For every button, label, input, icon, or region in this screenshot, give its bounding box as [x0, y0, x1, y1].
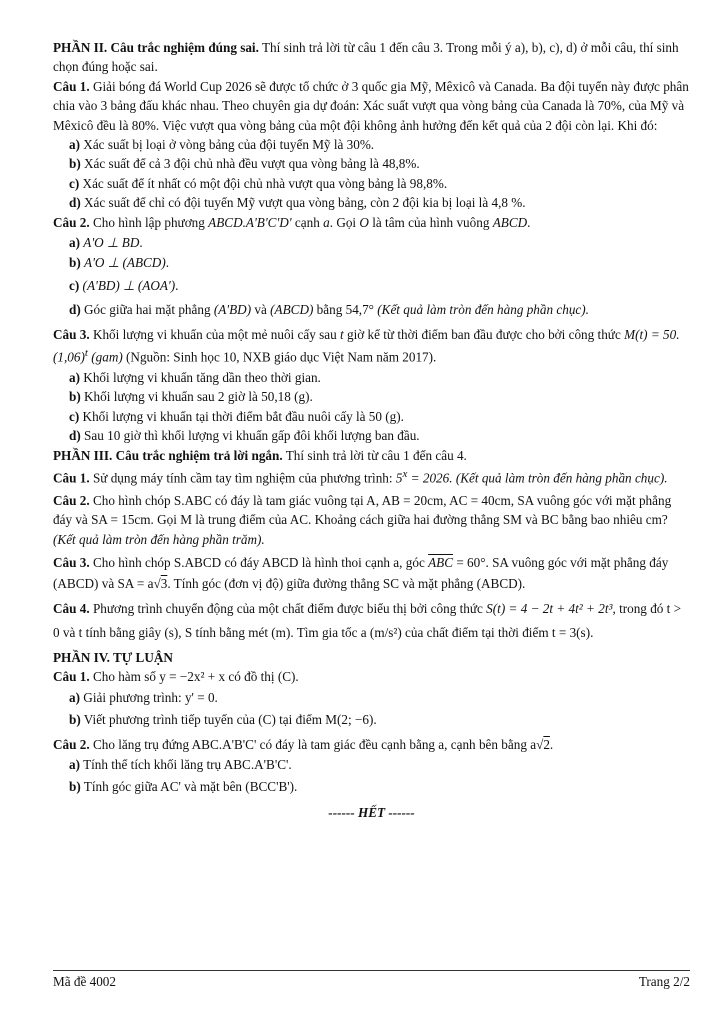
question-text: Cho lăng trụ đứng ABC.A'B'C' có đáy là tam giác đều cạnh bằng a, cạnh bên bằng a: [89, 736, 537, 752]
question-text: Cho hình chóp S.ABCD có đáy ABCD là hình thoi cạnh a, góc: [89, 554, 429, 570]
option-a: [53, 368, 690, 387]
question-text: , trong đó t > 0 và t tính bằng giây (s), S tính bằng mét (m). Tìm gia tốc a (m/s²) của chất điểm tại thời điểm t = 3(s).: [53, 600, 682, 640]
option-b: [53, 710, 690, 729]
option-text: A'O ⊥ (ABCD): [84, 255, 166, 271]
option-label: c): [69, 277, 80, 293]
option-text: Xác suất để chỉ có đội tuyển Mỹ vượt qua vòng bảng, còn 2 đội kia bị loại là 4,8 %.: [84, 195, 526, 211]
option-c: c) (A'BD) ⊥ (AOA').: [69, 277, 179, 293]
option-b: b) A'O ⊥ (ABCD).: [69, 255, 170, 271]
part2-q1: [53, 77, 690, 135]
option-b: [53, 777, 690, 796]
part3-q2: [53, 491, 690, 549]
math-expr: $\overline{ABC}$: [428, 554, 454, 570]
question-text: . Tính góc (đơn vị độ) giữa đường thẳng SC và mặt phẳng (ABCD).: [167, 575, 526, 591]
math-expr: a: [323, 214, 330, 230]
option-text: (A'BD) ⊥ (AOA'): [82, 277, 176, 293]
option-label: a): [69, 137, 80, 153]
option-text: Xác suất để cả 3 đội chủ nhà đều vượt qua vòng bảng là 48,8%.: [84, 156, 420, 172]
option-d: [53, 300, 690, 319]
option-label: a): [69, 689, 80, 705]
option-text: Xác suất bị loại ở vòng bảng của đội tuyển Mỹ là 30%.: [83, 137, 375, 153]
option-a: a) A'O ⊥ BD.: [69, 235, 143, 251]
question-text: Cho hàm số y = −2x² + x có đồ thị (C).: [89, 669, 299, 685]
option-b: [53, 387, 690, 406]
math-expr: (A'BD): [213, 302, 252, 318]
option-d: [53, 193, 690, 212]
option-d: [53, 426, 690, 445]
option-text: Tính thể tích khối lăng trụ ABC.A'B'C'.: [83, 756, 292, 772]
math-expr: (ABCD): [270, 302, 314, 318]
question-label: Câu 2.: [53, 736, 90, 752]
option-text: Góc giữa hai mặt phẳng: [84, 302, 214, 318]
end-marker: ------ HẾT ------: [328, 804, 415, 820]
exam-code: Mã đề 4002: [53, 974, 116, 989]
option-text: Khối lượng vi khuẩn tăng dần theo thời gian.: [83, 369, 321, 385]
option-label: b): [69, 779, 81, 795]
option-text: A'O ⊥ BD: [83, 235, 140, 251]
question-label: Câu 1.: [53, 78, 90, 94]
question-text: Giải bóng đá World Cup 2026 sẽ được tổ chức ở 3 quốc gia Mỹ, Mêxicô và Canada. Ba đội tuyển này được phân chia vào 3 bảng đấu khác nhau. Theo chuyên gia dự đoán: Xác suất vượt qua vòng bảng của Canada là 70%, của Mỹ và Mêxicô đều là 80%. Việc vượt qua vòng bảng của một đội không ảnh hưởng đến kết quả của 2 đội còn lại. Khi đó:: [53, 78, 689, 133]
option-a: [53, 755, 690, 774]
math-expr: = 2026: [407, 470, 450, 486]
sqrt-icon: √: [536, 736, 544, 752]
option-label: d): [69, 195, 81, 211]
question-label: Câu 3.: [53, 326, 90, 342]
option-label: b): [69, 712, 81, 728]
question-label: Câu 1.: [53, 669, 90, 685]
option-text: Viết phương trình tiếp tuyến của (C) tại điểm M(2; −6).: [83, 712, 377, 728]
question-text: giờ kể từ thời điểm ban đầu được cho bởi công thức: [343, 326, 621, 342]
part3-q4: [53, 597, 690, 645]
option-label: d): [69, 302, 81, 318]
question-label: Câu 2.: [53, 214, 90, 230]
page-number: Trang 2/2: [638, 974, 690, 989]
question-text: Cho hình chóp S.ABC có đáy là tam giác vuông tại A, AB = 20cm, AC = 40cm, SA vuông góc với mặt phẳng đáy và SA = 15cm. Gọi M là trung điểm của AC. Khoảng cách giữa hai đường thẳng SM và BC bằng bao nhiêu cm?: [53, 492, 672, 528]
question-text: Sử dụng máy tính cầm tay tìm nghiệm của phương trình:: [89, 470, 396, 486]
math-expr: O: [359, 214, 369, 230]
rounding-note: . (Kết quả làm tròn đến hàng phần chục).: [449, 470, 668, 486]
option-label: d): [69, 428, 81, 444]
formula-exponent: x: [402, 467, 408, 480]
question-label: Câu 2.: [53, 492, 90, 508]
part3-title: PHẦN III. Câu trắc nghiệm trả lời ngắn.: [53, 447, 283, 463]
rounding-note: (Kết quả làm tròn đến hàng phần chục).: [373, 302, 589, 318]
sqrt-icon: √: [153, 575, 161, 591]
question-text: Khối lượng vi khuẩn của một mẻ nuôi cấy sau: [89, 326, 340, 342]
formula: S(t) = 4 − 2t + 4t² + 2t³: [486, 600, 613, 616]
formula: M(t) = 50.(1,06): [53, 326, 680, 365]
rounding-note: (Kết quả làm tròn đến hàng phần trăm).: [53, 531, 265, 547]
part3-instructions: Thí sinh trả lời từ câu 1 đến câu 4.: [282, 447, 467, 463]
option-label: c): [69, 175, 80, 191]
part3-q1: [53, 465, 690, 488]
math-expr: 3: [160, 575, 168, 591]
part4-q1: [53, 667, 690, 686]
part2-q2: Câu 2. Cho hình lập phương ABCD.A'B'C'D' cạnh a. Gọi O là tâm của hình vuông ABCD.: [53, 214, 531, 230]
option-label: a): [69, 369, 80, 385]
question-text: cạnh: [291, 214, 324, 230]
option-label: b): [69, 156, 81, 172]
option-text: Giải phương trình: y' = 0.: [83, 689, 218, 705]
option-text: Tính góc giữa AC' và mặt bên (BCC'B').: [83, 779, 298, 795]
math-expr: 5: [395, 470, 403, 486]
option-text: Xác suất để ít nhất có một đội chủ nhà vượt qua vòng bảng là 98,8%.: [82, 175, 448, 191]
option-a: [53, 688, 690, 707]
footer-divider: [53, 970, 690, 971]
option-label: b): [69, 255, 81, 271]
formula-exponent: t: [84, 347, 88, 360]
question-text: . Gọi: [329, 214, 360, 230]
option-label: a): [69, 756, 80, 772]
option-b: [53, 154, 690, 173]
math-expr: t: [340, 326, 344, 342]
part3-intro: [53, 446, 690, 465]
option-a: [53, 135, 690, 154]
option-label: a): [69, 235, 80, 251]
math-expr: 2: [543, 736, 550, 752]
question-text: Phương trình chuyển động của một chất điểm được biểu thị bởi công thức: [89, 600, 487, 616]
option-text: và: [251, 302, 271, 318]
option-text: Sau 10 giờ thì khối lượng vi khuẩn gấp đôi khối lượng ban đầu.: [84, 428, 420, 444]
part2-q3: [53, 325, 690, 367]
part2-title: PHẦN II. Câu trắc nghiệm đúng sai.: [53, 40, 259, 55]
part2-instructions: Thí sinh trả lời từ câu 1 đến câu 3. Trong mỗi ý a), b), c), d) ở mỗi câu, thí sinh chọn đúng hoặc sai.: [53, 40, 679, 75]
question-label: Câu 3.: [53, 554, 90, 570]
source-note: (Nguồn: Sinh học 10, NXB giáo dục Việt Nam năm 2017).: [122, 349, 437, 365]
question-text: Cho hình lập phương: [89, 214, 209, 230]
part3-q3: [53, 552, 690, 594]
question-label: Câu 4.: [53, 600, 90, 616]
page-footer: [53, 974, 690, 990]
part4-q2: [53, 735, 690, 754]
option-c: [53, 407, 690, 426]
option-label: c): [69, 408, 80, 424]
option-text: bằng 54,7°: [313, 302, 374, 318]
option-label: b): [69, 389, 81, 405]
math-expr: ABCD.A'B'C'D': [208, 214, 292, 230]
option-c: [53, 174, 690, 193]
option-text: Khối lượng vi khuẩn sau 2 giờ là 50,18 (g).: [84, 389, 313, 405]
question-label: Câu 1.: [53, 470, 90, 486]
math-expr: ABCD: [492, 214, 528, 230]
question-text: .: [549, 736, 554, 752]
question-text: là tâm của hình vuông: [368, 214, 493, 230]
exam-page: [53, 38, 690, 822]
option-text: Khối lượng vi khuẩn tại thời điểm bắt đầu nuôi cấy là 50 (g).: [82, 408, 404, 424]
question-text: = 60°. SA vuông góc với mặt phẳng đáy (ABCD) và SA = a: [53, 554, 669, 591]
formula-unit: (gam): [87, 349, 123, 365]
part4-title: PHẦN IV. TỰ LUẬN: [53, 649, 173, 665]
part2-intro: [53, 38, 690, 77]
